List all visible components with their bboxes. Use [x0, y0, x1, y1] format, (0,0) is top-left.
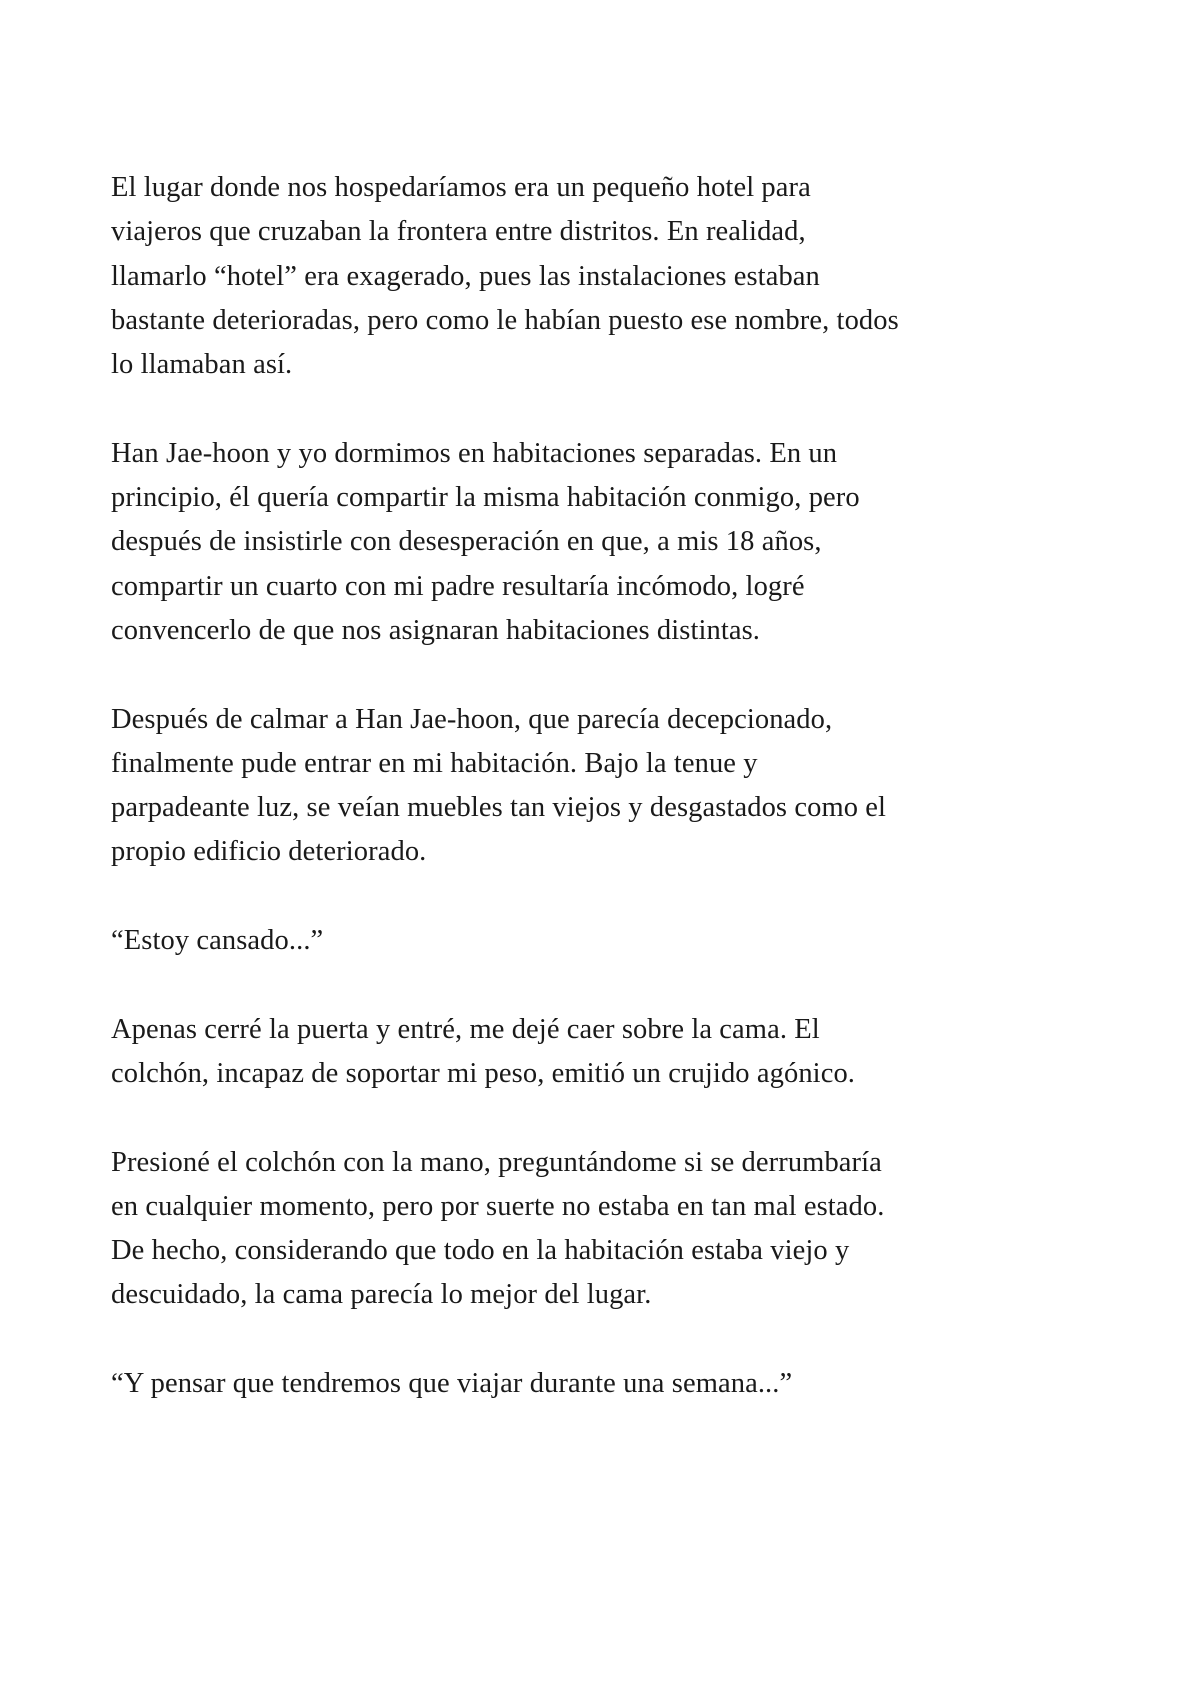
text-line: propio edificio deteriorado. [111, 836, 427, 868]
text-line: lo llamaban así. [111, 349, 293, 381]
text-line: después de insistirle con desesperación en que, a mis 18 años, [111, 526, 822, 558]
document-page [111, 166, 1111, 1451]
text-line: convencerlo de que nos asignaran habitaciones distintas. [111, 614, 761, 646]
text-line: viajeros que cruzaban la frontera entre distritos. En realidad, [111, 216, 806, 248]
paragraph-separate-rooms [111, 432, 1111, 653]
text-line: llamarlo “hotel” era exagerado, pues las instalaciones estaban [111, 260, 820, 292]
paragraph-entering-room [111, 698, 1111, 875]
text-line: parpadeante luz, se veían muebles tan viejos y desgastados como el [111, 792, 887, 824]
text-line: principio, él quería compartir la misma habitación conmigo, pero [111, 482, 860, 514]
paragraph-hotel-description [111, 166, 1111, 387]
text-line: en cualquier momento, pero por suerte no estaba en tan mal estado. [111, 1190, 885, 1222]
dialogue-week-travel [111, 1362, 1111, 1406]
text-line: colchón, incapaz de soportar mi peso, emitió un crujido agónico. [111, 1057, 856, 1089]
text-line: Apenas cerré la puerta y entré, me dejé caer sobre la cama. El [111, 1013, 820, 1045]
text-line: El lugar donde nos hospedaríamos era un pequeño hotel para [111, 172, 811, 203]
text-line: “Estoy cansado...” [111, 925, 324, 957]
text-line: Han Jae-hoon y yo dormimos en habitaciones separadas. En un [111, 437, 838, 469]
text-line: Presioné el colchón con la mano, preguntándome si se derrumbaría [111, 1146, 882, 1178]
text-line: De hecho, considerando que todo en la habitación estaba viejo y [111, 1235, 850, 1267]
text-line: “Y pensar que tendremos que viajar durante una semana...” [111, 1368, 793, 1400]
text-line: finalmente pude entrar en mi habitación. Bajo la tenue y [111, 747, 758, 779]
text-line: compartir un cuarto con mi padre resultaría incómodo, logré [111, 570, 805, 602]
text-line: bastante deterioradas, pero como le habían puesto ese nombre, todos [111, 304, 899, 336]
text-line: Después de calmar a Han Jae-hoon, que parecía decepcionado, [111, 703, 833, 735]
text-line: descuidado, la cama parecía lo mejor del lugar. [111, 1279, 652, 1311]
paragraph-mattress [111, 1141, 1111, 1318]
paragraph-fall-on-bed [111, 1008, 1111, 1097]
dialogue-tired [111, 919, 1111, 963]
